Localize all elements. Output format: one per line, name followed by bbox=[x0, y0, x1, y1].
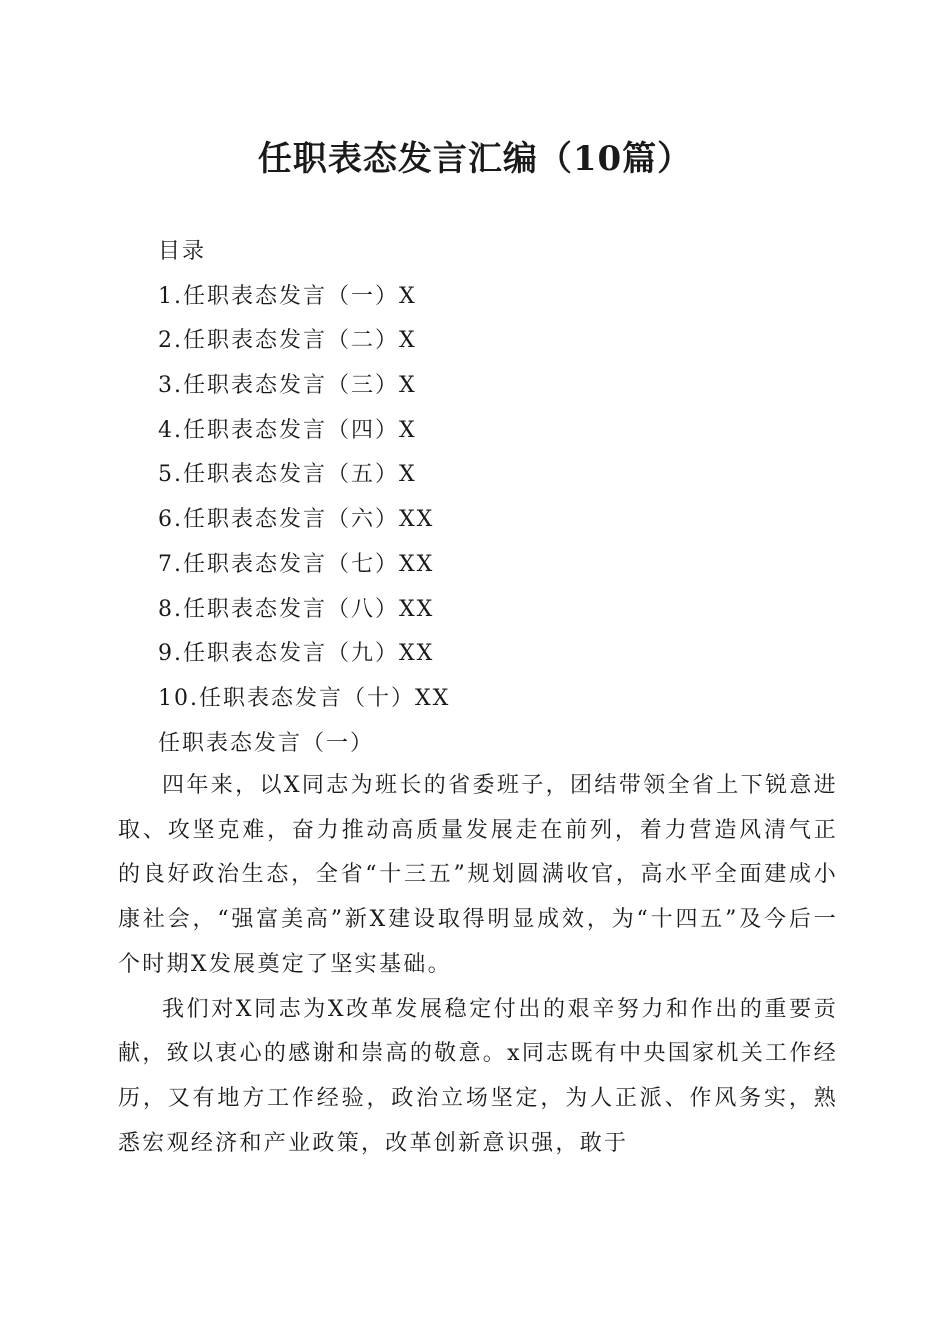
table-of-contents bbox=[158, 230, 858, 766]
toc-item: 1.任职表态发言（一）X bbox=[158, 283, 417, 309]
section-heading: 任职表态发言（一） bbox=[158, 730, 375, 756]
paragraph: 四年来，以X同志为班长的省委班子，团结带领全省上下锐意进取、攻坚克难，奋力推动高质量发展走在前列，着力营造风清气正的良好政治生态，全省“十三五”规划圆满收官，高水平全面建成小康社会，“强富美高”新X建设取得明显成效，为“十四五”及今后一个时期X发展奠定了坚实基础。 bbox=[118, 773, 838, 977]
toc-item: 7.任职表态发言（七）XX bbox=[158, 551, 435, 577]
toc-item: 10.任职表态发言（十）XX bbox=[158, 685, 451, 711]
toc-item: 9.任职表态发言（九）XX bbox=[158, 641, 435, 667]
toc-heading: 目录 bbox=[158, 239, 207, 264]
body-text bbox=[118, 764, 838, 1166]
toc-item: 4.任职表态发言（四）X bbox=[158, 417, 417, 443]
paragraph: 我们对X同志为X改革发展稳定付出的艰辛努力和作出的重要贡献，致以衷心的感谢和崇高的敬意。x同志既有中央国家机关工作经历，又有地方工作经验，政治立场坚定，为人正派、作风务实，熟悉宏观经济和产业政策，改革创新意识强，敢于 bbox=[118, 996, 838, 1156]
toc-item: 5.任职表态发言（五）X bbox=[158, 462, 417, 488]
toc-item: 2.任职表态发言（二）X bbox=[158, 328, 417, 354]
document-title: 任职表态发言汇编（10篇） bbox=[257, 139, 693, 179]
toc-item: 6.任职表态发言（六）XX bbox=[158, 507, 435, 533]
toc-item: 3.任职表态发言（三）X bbox=[158, 373, 417, 399]
toc-item: 8.任职表态发言（八）XX bbox=[158, 596, 435, 622]
